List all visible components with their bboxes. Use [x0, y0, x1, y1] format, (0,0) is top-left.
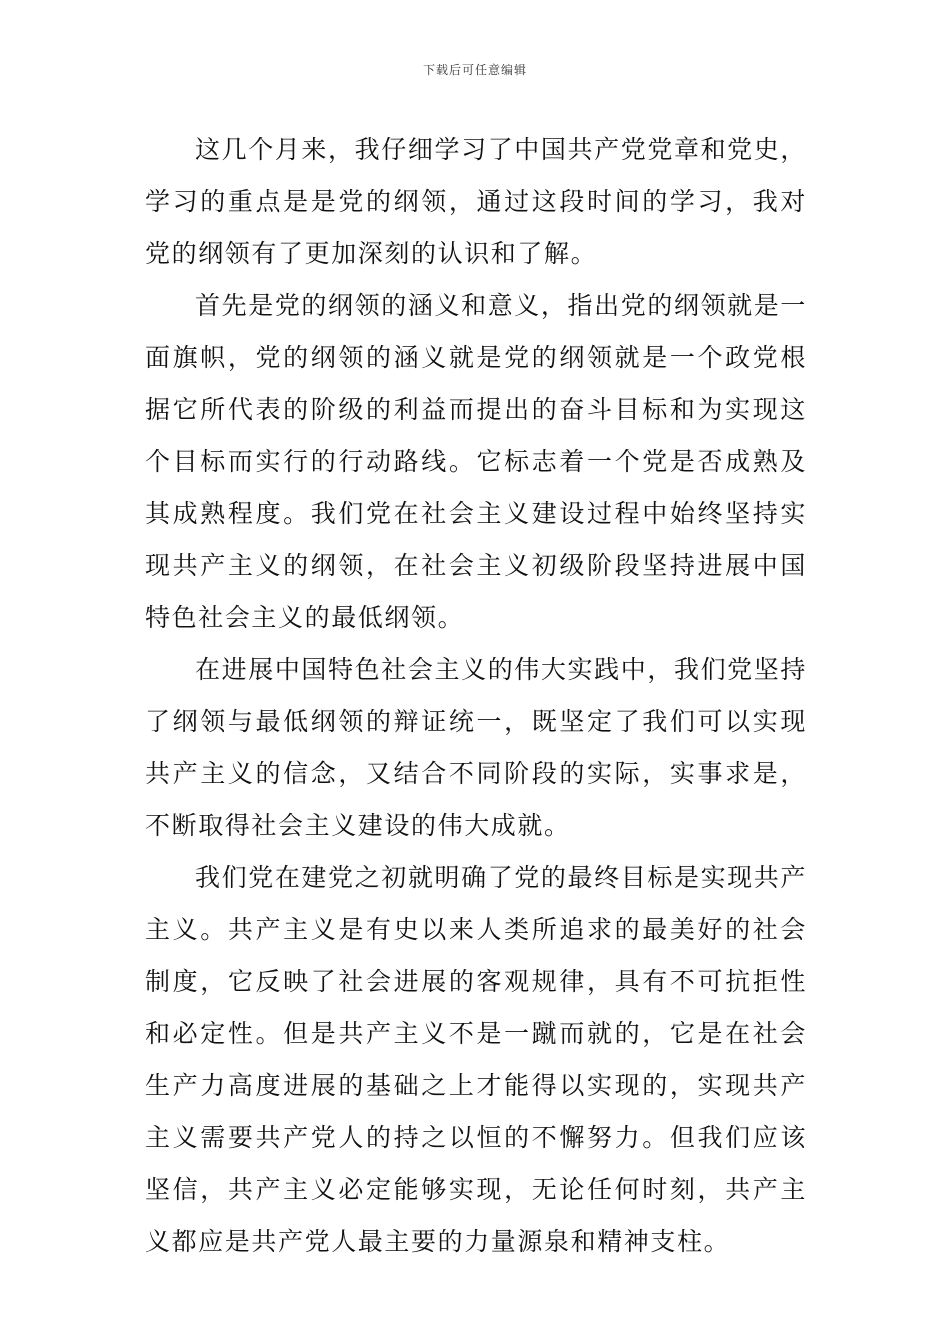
page-header: 下载后可任意编辑	[422, 63, 527, 77]
document-body	[145, 124, 807, 1268]
paragraph-3: 在进展中国特色社会主义的伟大实践中，我们党坚持了纲领与最低纲领的辩证统一，既坚定了我们可以实现共产主义的信念，又结合不同阶段的实际，实事求是，不断取得社会主义建设的伟大成就。	[145, 655, 807, 840]
paragraph-4: 我们党在建党之初就明确了党的最终目标是实现共产主义。共产主义是有史以来人类所追求的最美好的社会制度，它反映了社会进展的客观规律，具有不可抗拒性和必定性。但是共产主义不是一蹴而就的，它是在社会生产力高度进展的基础之上才能得以实现的，实现共产主义需要共产党人的持之以恒的不懈努力。但我们应该坚信，共产主义必定能够实现，无论任何时刻，共产主义都应是共产党人最主要的力量源泉和精神支柱。	[145, 863, 807, 1256]
paragraph-1: 这几个月来，我仔细学习了中国共产党党章和党史，学习的重点是是党的纲领，通过这段时间的学习，我对党的纲领有了更加深刻的认识和了解。	[145, 135, 807, 268]
paragraph-2: 首先是党的纲领的涵义和意义，指出党的纲领就是一面旗帜，党的纲领的涵义就是党的纲领就是一个政党根据它所代表的阶级的利益而提出的奋斗目标和为实现这个目标而实行的行动路线。它标志着一个党是否成熟及其成熟程度。我们党在社会主义建设过程中始终坚持实现共产主义的纲领，在社会主义初级阶段坚持进展中国特色社会主义的最低纲领。	[145, 291, 807, 632]
